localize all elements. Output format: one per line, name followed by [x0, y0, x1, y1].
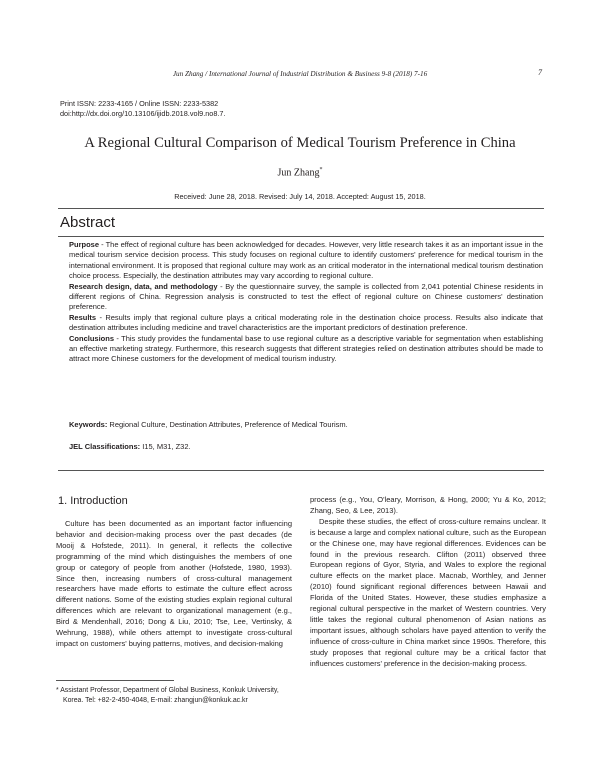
- abstract-text: - The effect of regional culture has been acknowledged for decades. However, very little research takes it as an important issue in the medical tourism service decision process. This study focuses on regional culture to identify customers' preference for medical tourism in the international environment. It is proposed that regional culture may work as an critical moderator in the international medical tourism destination choice process. Especially, the destination attributes may vary according to regional culture.: [69, 240, 543, 281]
- author-footnote: [56, 686, 292, 706]
- abstract-methodology: [69, 282, 543, 313]
- abstract-divider: [58, 236, 544, 237]
- abstract-purpose: [69, 240, 543, 282]
- abstract-conclusions: [69, 334, 543, 365]
- abstract-label: Purpose: [69, 240, 100, 249]
- abstract-bottom-divider: [58, 470, 544, 471]
- issn-line: Print ISSN: 2233-4165 / Online ISSN: 2233-5382: [60, 99, 219, 108]
- section-heading: 1. Introduction: [58, 495, 128, 507]
- abstract-label: Results: [69, 312, 97, 322]
- page-number: 7: [538, 68, 542, 77]
- author-footnote-mark: *: [319, 167, 323, 173]
- doi-line: doi:http://dx.doi.org/10.13106/ijidb.2018.vol9.no8.7.: [60, 108, 226, 118]
- footnote-divider: [56, 680, 174, 681]
- intro-paragraph: Culture has been documented as an important factor influencing behavior and decision-making process over the past decades (de Mooij & Hofstede, 2011). In general, it reflects the collective programming of the mind which distinguishes the members of one group or category of people from another (Hofstede, 1980, 1993). Since then, increasing numbers of cross-cultural management researchers have made efforts to estimate the culture effect across different nations. Some of the existing studies explain regional cultural differences which are relevant to organizational management (e.g., Bird & Mendenhall, 2016; Dong & Liu, 2010; Tse, Lee, Vertinsky, & Wehrung, 1988), while others attempt to investigate cross-cultural impact on customers' buying patterns, motives, and decision-making: [56, 519, 292, 648]
- received-dates: Received: June 28, 2018. Revised: July 14, 2018. Accepted: August 15, 2018.: [174, 192, 426, 201]
- author: [0, 167, 600, 178]
- intro-paragraph-continued: process (e.g., You, O'leary, Morrison, & Hong, 2000; Yu & Ko, 2012; Zhang, Seo, & Lee, 2013).: [310, 495, 546, 515]
- abstract-results: [69, 313, 543, 334]
- running-head: Jun Zhang / International Journal of Industrial Distribution & Business 9-8 (2018) 7-16: [172, 70, 428, 78]
- footnote-line: Korea. Tel: +82-2-450-4048, E-mail: zhangjun@konkuk.ac.kr: [63, 697, 248, 704]
- abstract-label: Conclusions: [69, 333, 115, 343]
- jel-text: I15, M31, Z32.: [140, 442, 191, 451]
- jel-label: JEL Classifications:: [69, 442, 141, 451]
- abstract-body: [69, 240, 543, 365]
- abstract-text: - This study provides the fundamental base to use regional culture as a descriptive variable for segmentation when establishing an effective marketing strategy. Furthermore, this research suggests that different strategies relied on destination attributes should be made to attract more Chinese customers for the development of medical tourism industry.: [69, 333, 543, 364]
- issn-block: [60, 99, 226, 118]
- left-column: [56, 495, 292, 650]
- right-column: [310, 495, 546, 670]
- footnote-line: * Assistant Professor, Department of Global Business, Konkuk University,: [56, 687, 279, 694]
- abstract-text: - By the questionnaire survey, the sample is collected from 2,041 potential Chinese residents in different regions of China. Regression analysis is constructed to test the effect of regional culture on Chinese customers' destination preference.: [69, 281, 543, 312]
- intro-paragraph: Despite these studies, the effect of cross-culture remains unclear. It is because a large and complex national culture, such as the European or the Chinese one, may have regional differences. Evidences can be found in the previous research. Clifton (2011) observed three European regions of Gyor, Styria, and Wales to explore the regional culture effects on the market place. Macnab, Worthley, and Jenner (2010) found significant regional differences between Hawaii and Florida of the United States. However, these studies emphasize a regional cultural perspective in the market of Western countries. Very little takes the regional cultural phenomenon of Asian nations as important issues, although scholars have payed attention to verify the influence of cross-culture in China market since 1990s. Therefore, this study proposes that regional culture may be a critical factor that influences customers' preference in the decision-making process.: [310, 516, 546, 668]
- paper-title: A Regional Cultural Comparison of Medical Tourism Preference in China: [84, 135, 516, 151]
- jel-classifications: [69, 442, 191, 451]
- abstract-label: Research design, data, and methodology: [69, 281, 218, 291]
- abstract-heading: Abstract: [60, 214, 116, 231]
- keywords-text: Regional Culture, Destination Attributes, Preference of Medical Tourism.: [107, 420, 348, 429]
- top-divider: [58, 208, 544, 209]
- keywords: [69, 420, 543, 429]
- abstract-text: - Results imply that regional culture plays a critical moderating role in the destination choice process. Results also indicate that destination attributes including medicine and travel characteristics are the important predictors of destination preference.: [69, 312, 543, 333]
- keywords-label: Keywords:: [69, 420, 108, 429]
- author-name: Jun Zhang: [277, 167, 320, 179]
